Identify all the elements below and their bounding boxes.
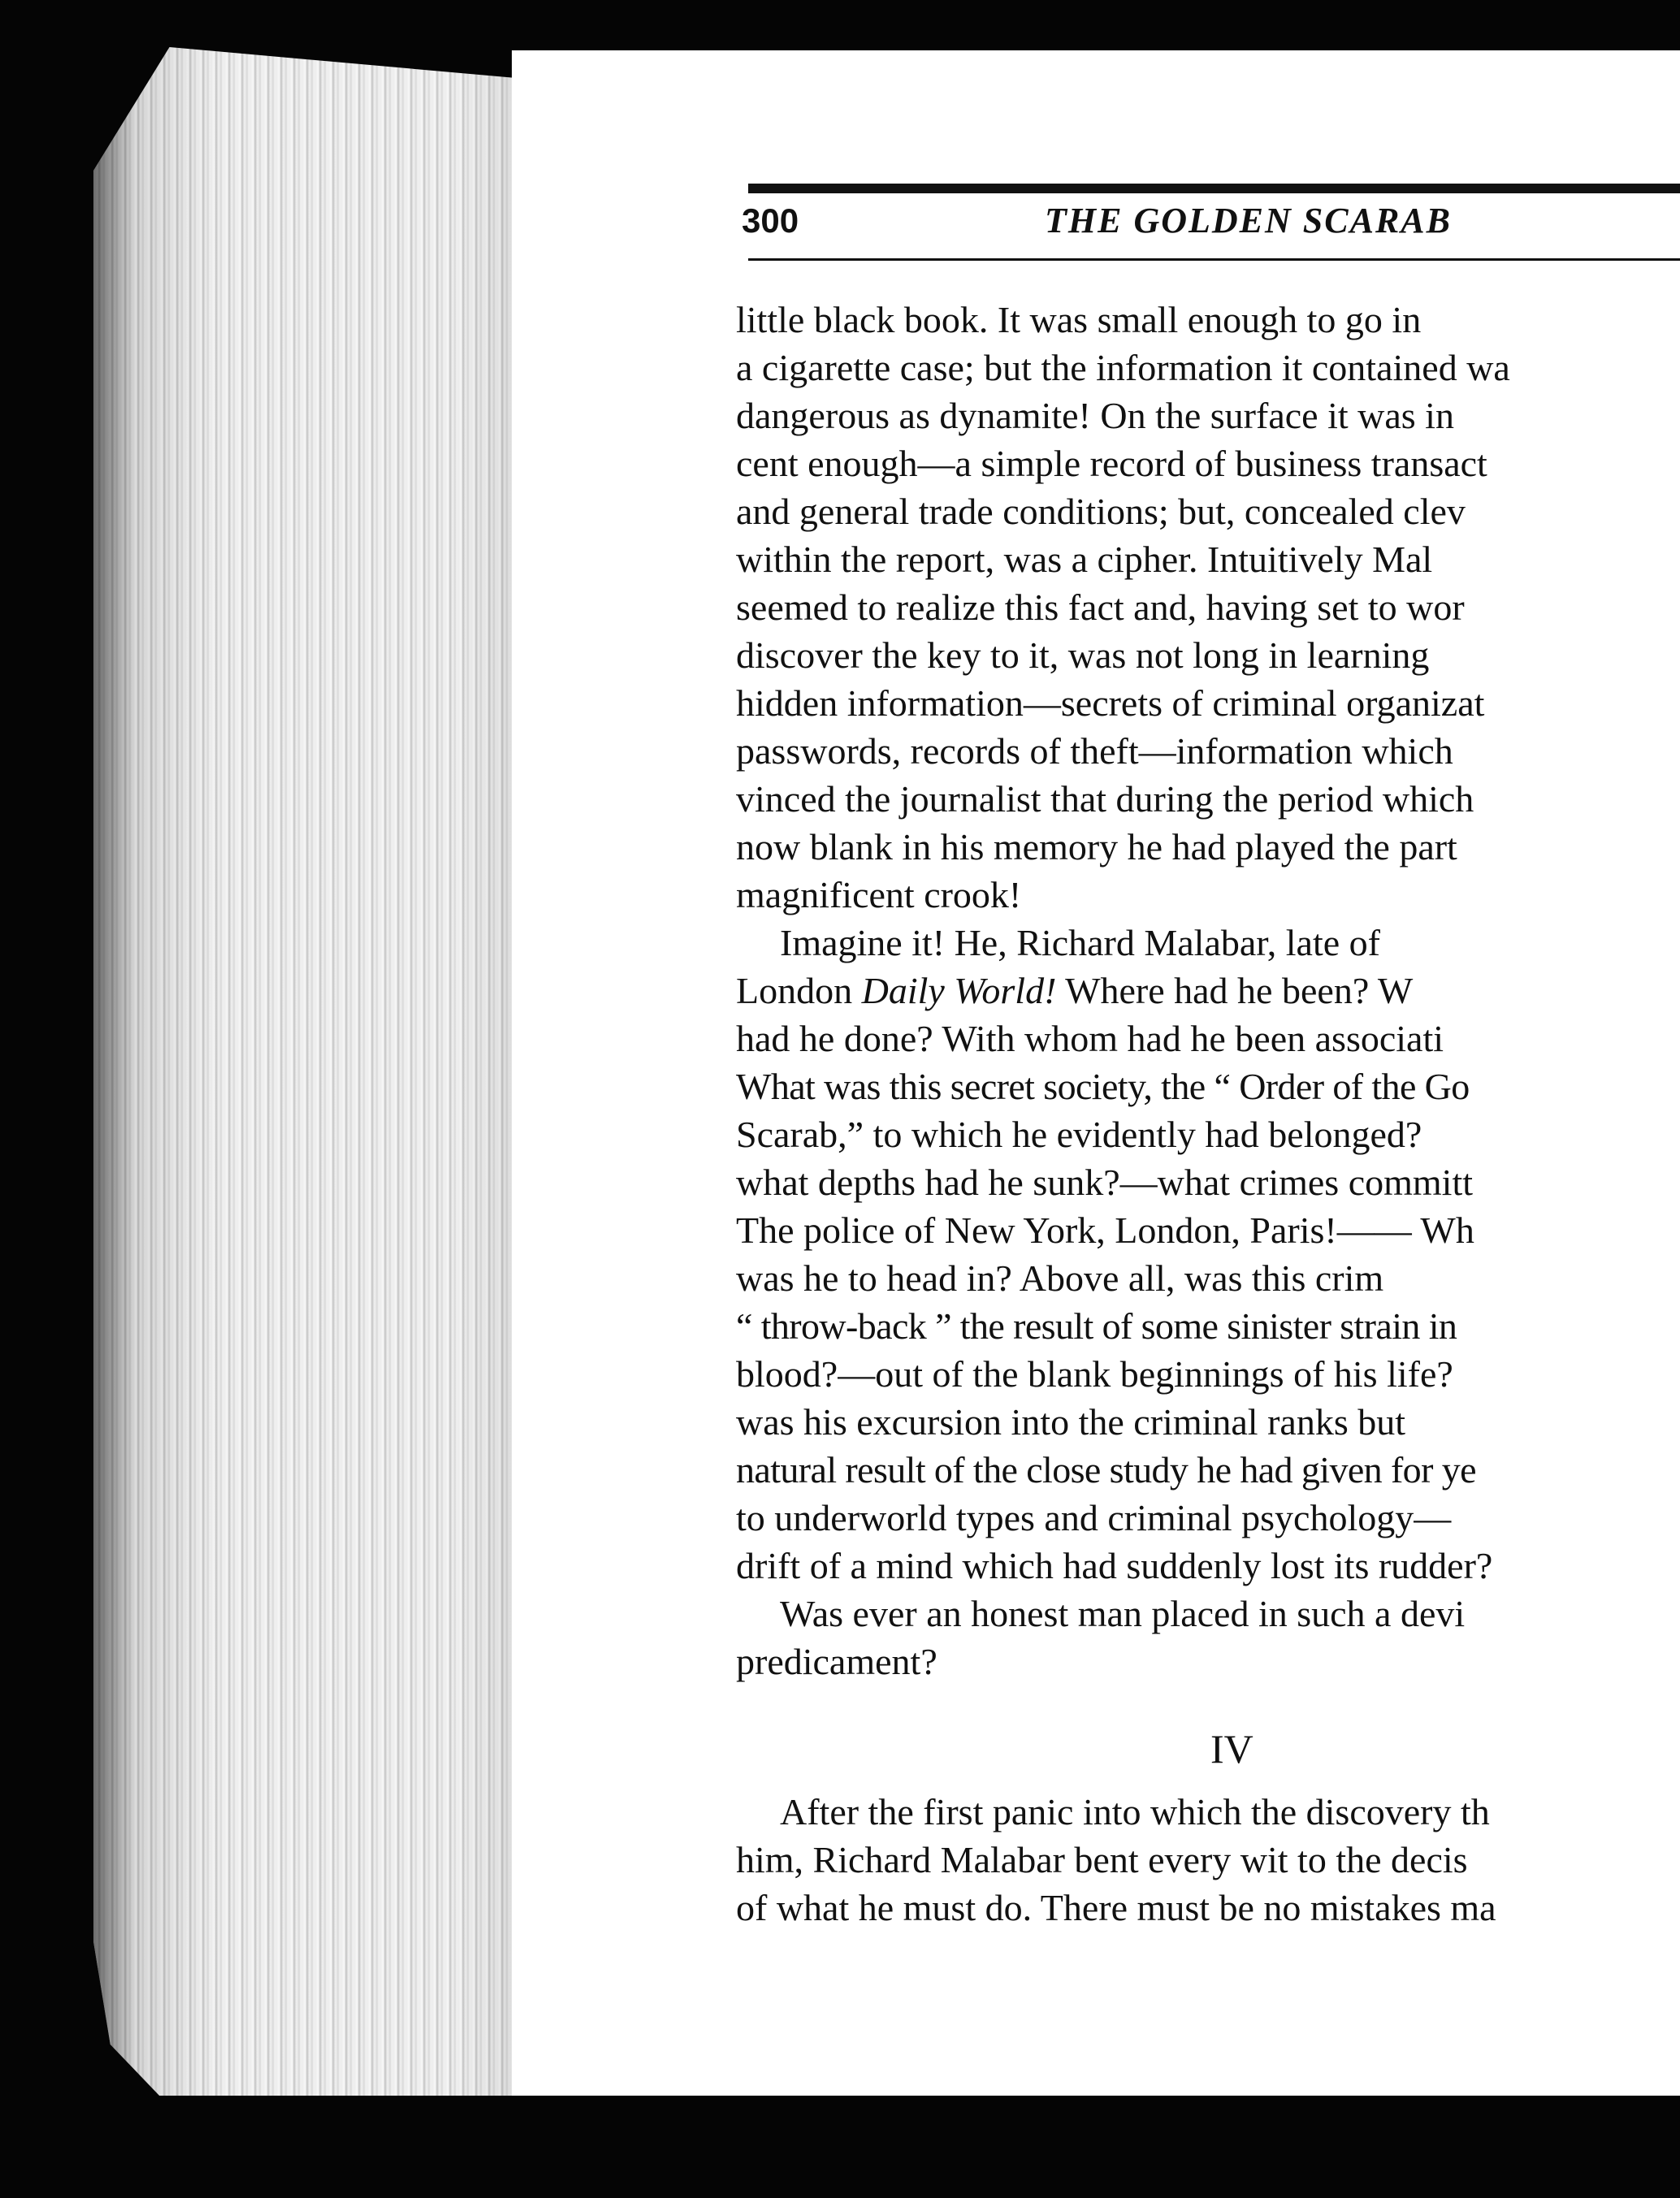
text-line: London Daily World! Where had he been? W bbox=[736, 970, 1414, 1011]
text-line: After the first panic into which the discovery th bbox=[780, 1791, 1490, 1832]
header-rule-thin bbox=[748, 258, 1680, 261]
text-line: hidden information—secrets of criminal organizat bbox=[736, 682, 1485, 724]
text-line: discover the key to it, was not long in learning bbox=[736, 634, 1430, 676]
text-line: was his excursion into the criminal ranks but bbox=[736, 1401, 1406, 1443]
section-heading: IV bbox=[1210, 1726, 1254, 1772]
text-line: vinced the journalist that during the period which bbox=[736, 778, 1474, 820]
text-line: now blank in his memory he had played the part bbox=[736, 826, 1457, 868]
text-line: him, Richard Malabar bent every wit to the decis bbox=[736, 1839, 1468, 1880]
text-line: a cigarette case; but the information it contained wa bbox=[736, 347, 1510, 388]
text-line: “ throw-back ” the result of some sinister strain in bbox=[736, 1305, 1457, 1347]
text-line: drift of a mind which had suddenly lost its rudder? bbox=[736, 1545, 1493, 1586]
text-line: dangerous as dynamite! On the surface it was in bbox=[736, 395, 1454, 436]
text-line: to underworld types and criminal psychology— bbox=[736, 1497, 1452, 1538]
text-line: Scarab,” to which he evidently had belonged? bbox=[736, 1114, 1422, 1155]
text-line: magnificent crook! bbox=[736, 874, 1022, 915]
text-line: little black book. It was small enough to go in bbox=[736, 299, 1422, 340]
text-line: was he to head in? Above all, was this crim bbox=[736, 1257, 1384, 1299]
text-line: and general trade conditions; but, concealed clev bbox=[736, 491, 1466, 532]
text-line: blood?—out of the blank beginnings of his life? bbox=[736, 1353, 1453, 1395]
text-line: Imagine it! He, Richard Malabar, late of bbox=[780, 922, 1380, 963]
scan-background-bottom bbox=[0, 2096, 1680, 2198]
text-line: The police of New York, London, Paris!—— Wh bbox=[736, 1209, 1474, 1251]
text-line: passwords, records of theft—information which bbox=[736, 730, 1453, 772]
newspaper-title: Daily World! bbox=[861, 970, 1057, 1011]
text-line: within the report, was a cipher. Intuitively Mal bbox=[736, 539, 1433, 580]
page-edges-shadow bbox=[93, 47, 516, 2106]
text-line: What was this secret society, the “ Order of the Go bbox=[736, 1066, 1470, 1107]
text-line: seemed to realize this fact and, having set to wor bbox=[736, 586, 1465, 628]
running-title: THE GOLDEN SCARAB bbox=[1045, 201, 1452, 240]
text-line: natural result of the close study he had given for ye bbox=[736, 1449, 1476, 1491]
text-line: had he done? With whom had he been associati bbox=[736, 1018, 1444, 1059]
page-number: 300 bbox=[742, 201, 799, 240]
header-rule-thick bbox=[748, 184, 1680, 193]
text-line: Was ever an honest man placed in such a devi bbox=[780, 1593, 1466, 1634]
text-line: predicament? bbox=[736, 1641, 937, 1682]
text-line: of what he must do. There must be no mistakes ma bbox=[736, 1887, 1496, 1928]
text-line: cent enough—a simple record of business transact bbox=[736, 443, 1487, 484]
text-line: what depths had he sunk?—what crimes committ bbox=[736, 1162, 1474, 1203]
